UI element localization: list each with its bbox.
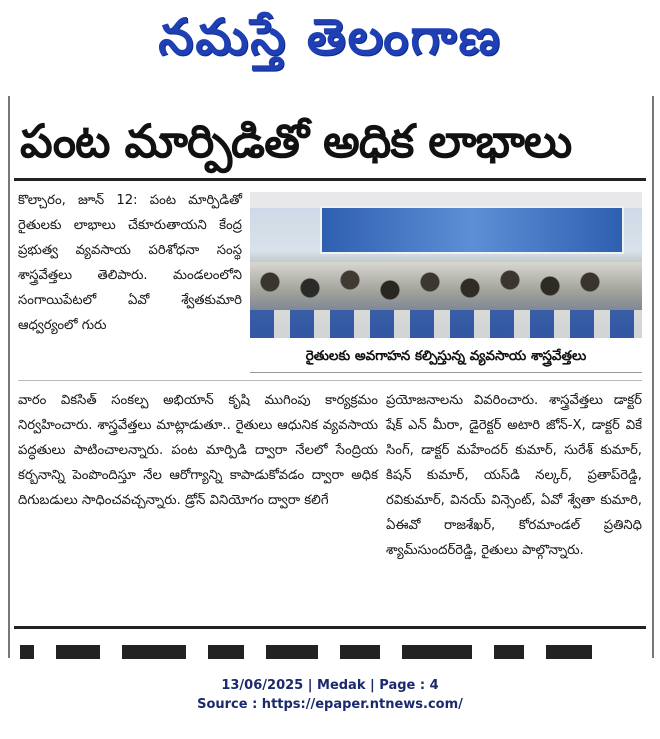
page-footer — [0, 676, 660, 714]
article-body-column-1: కొల్చారం, జూన్ 12: పంట మార్పిడితో రైతులకు లాభాలు చేకూరుతాయని కేంద్ర ప్రభుత్వ వ్యవసాయ పరిశోధనా సంస్థ శాస్త్రవేత్తలు తెలిపారు. మండలంలోని సంగాయిపేటలో ఏవో శ్వేతకుమారి ఆధ్వర్యంలో గురు — [18, 193, 242, 333]
photo-stage-banner — [320, 206, 624, 254]
article-bottom-divider — [14, 626, 646, 629]
caption-divider — [18, 380, 642, 381]
article-body-column-2: వారం వికసిత్ సంకల్ప అభియాన్ కృషి ముగింపు కార్యక్రమం నిర్వహించారు. శాస్త్రవేత్తలు మాట్లాడుతూ.. రైతులు ఆధునిక వ్యవసాయ పద్ధతులు పాటించాలన్నారు. పంట మార్పిడి ద్వారా నేలలో సేంద్రియ కర్బనాన్ని పెంపొందిస్తూ నేల ఆరోగ్యాన్ని కాపాడుకోవడం ద్వారా అధిక దిగుబడులు సాధించవచ్చన్నారు. డ్రోన్ వినియోగం ద్వారా కలిగే — [18, 393, 378, 508]
newspaper-logo: నమస్తే తెలంగాణ — [158, 7, 502, 66]
headline-divider — [14, 178, 646, 181]
article-headline: పంట మార్పిడితో అధిక లాభాలు — [20, 114, 572, 168]
next-article-cropped-headline — [20, 645, 640, 659]
edition-info: 13/06/2025 | Medak | Page : 4 — [221, 678, 439, 693]
article-body-column-3: ప్రయోజనాలను వివరించారు. శాస్త్రవేత్తలు డాక్టర్ షేక్ ఎన్ మీరా, డైరెక్టర్ అటారి జోన్-X, డాక్టర్ వికే సింగ్, డాక్టర్ మహేందర్ కుమార్, సురేశ్ కుమార్, కిషన్ కుమార్, యస్‌డి నల్కర్, ప్రతాప్‌రెడ్డి, రవికుమార్, వినయ్ విన్సెంట్, ఏవో శ్వేతా కుమారి, ఏఈవో రాజశేఖర్, కోరమాండల్ ప్రతినిధి శ్యామ్‌సుందర్‌రెడ్డి, రైతులు పాల్గొన్నారు. — [386, 393, 642, 558]
photo-caption: రైతులకు అవగాహన కల్పిస్తున్న వ్యవసాయ శాస్త్రవేత్తలు — [250, 340, 642, 373]
article-photo — [250, 192, 642, 338]
source-link[interactable]: Source : https://epaper.ntnews.com/ — [197, 697, 463, 712]
masthead — [0, 0, 660, 80]
photo-chairs — [250, 310, 642, 338]
